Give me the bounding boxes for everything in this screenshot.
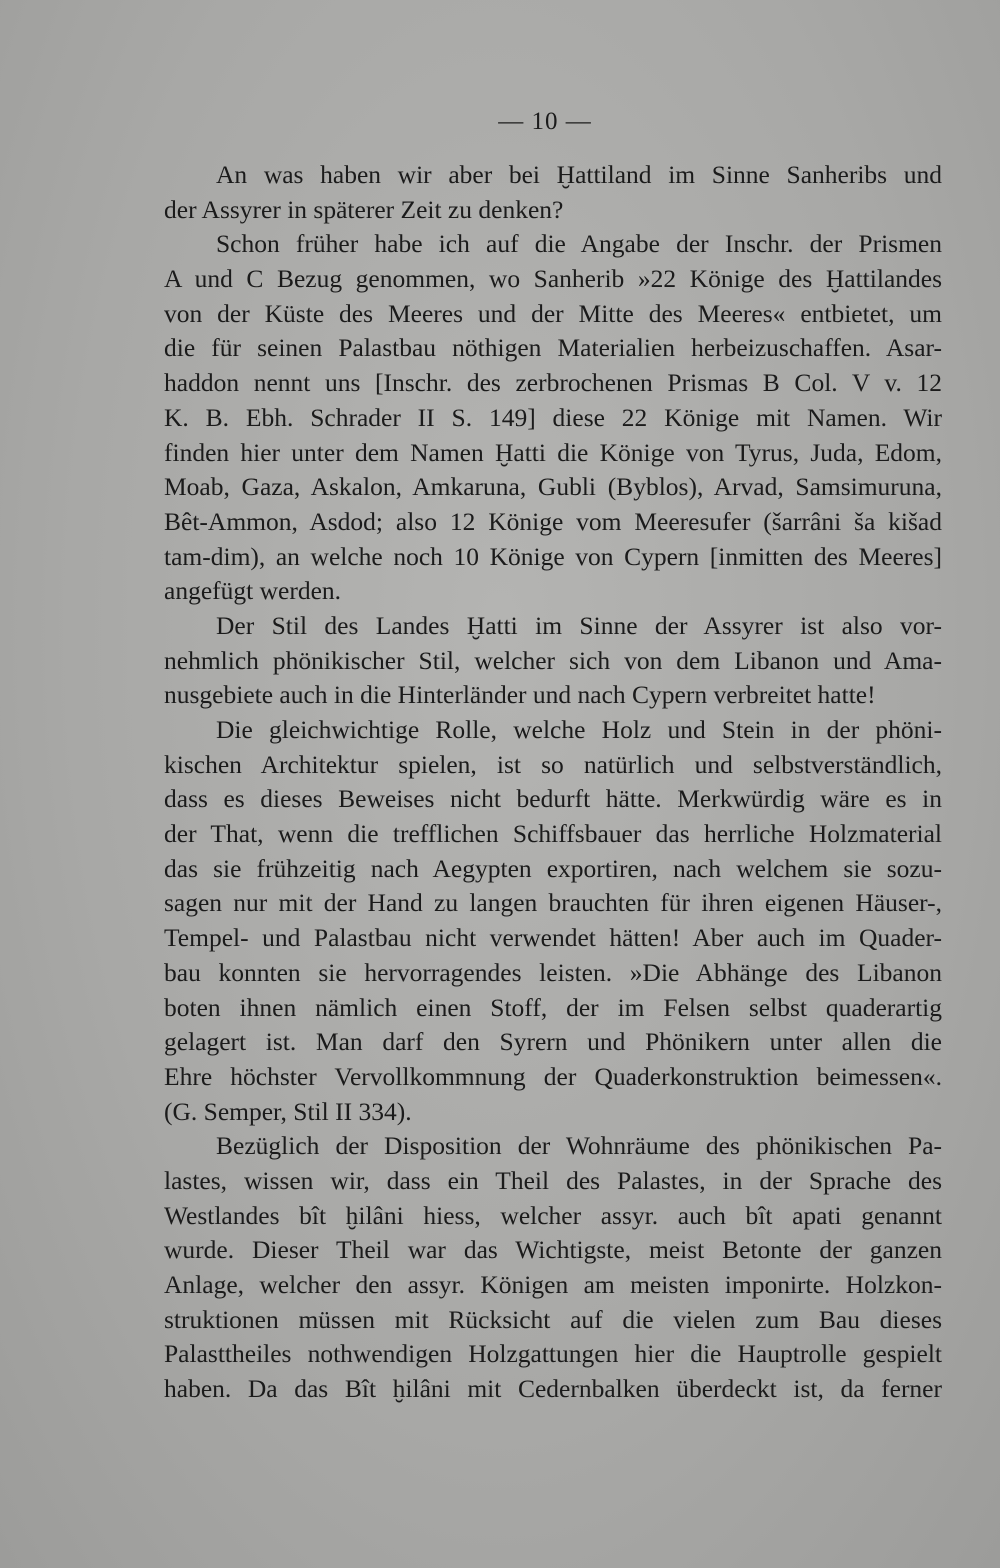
text-line: haddon nennt uns [Inschr. des zerbrochenen Prismas B Col. V v. 12 [164,368,942,398]
text-line: die für seinen Palastbau nöthigen Materialien herbeizuschaffen. Asar- [164,333,942,363]
text-line: von der Küste des Meeres und der Mitte des Meeres« entbietet, um [164,298,942,328]
text-line: Anlage, welcher den assyr. Königen am meisten imponirte. Holzkon- [164,1270,942,1299]
text-line: A und C Bezug genommen, wo Sanherib »22 Könige des Ḫattilandes [164,264,942,294]
text-line: boten ihnen nämlich einen Stoff, der im Felsen selbst quaderartig [164,992,942,1022]
text-line: Moab, Gaza, Askalon, Amkaruna, Gubli (Byblos), Arvad, Samsimuruna, [164,472,942,502]
text-line: Bêt-Ammon, Asdod; also 12 Könige vom Meeresufer (šarrâni ša kišad [164,506,942,536]
text-line: dass es dieses Beweises nicht bedurft hätte. Merkwürdig wäre es in [164,784,942,814]
text-line: sagen nur mit der Hand zu langen brauchten für ihren eigenen Häuser-, [164,888,942,918]
text-line: finden hier unter dem Namen Ḫatti die Könige von Tyrus, Juda, Edom, [164,437,942,467]
text-line: haben. Da das Bît ḫilâni mit Cedernbalken überdeckt ist, da ferner [164,1374,942,1404]
text-line: das sie frühzeitig nach Aegypten exportiren, nach welchem sie sozu- [164,853,942,883]
text-line: Tempel- und Palastbau nicht verwendet hätten! Aber auch im Quader- [164,923,942,953]
text-line: kischen Architektur spielen, ist so natürlich und selbstverständlich, [164,749,942,779]
text-line: An was haben wir aber bei Ḫattiland im Sinne Sanheribs und [216,160,942,189]
text-line: Palasttheiles nothwendigen Holzgattungen hier die Hauptrolle gespielt [164,1339,942,1369]
text-line: angefügt werden. [164,576,342,606]
page-number: — 10 — [498,108,592,135]
text-line: Westlandes bît ḫilâni hiess, welcher assyr. auch bît apati genannt [164,1200,942,1230]
text-line: tam-dim), an welche noch 10 Könige von Cypern [inmitten des Meeres] [164,541,942,571]
text-line: gelagert ist. Man darf den Syrern und Phönikern unter allen die [164,1027,942,1057]
text-line: struktionen müssen mit Rücksicht auf die vielen zum Bau dieses [164,1304,942,1334]
text-line: nehmlich phönikischer Stil, welcher sich von dem Libanon und Ama- [164,645,942,675]
text-line: Der Stil des Landes Ḫatti im Sinne der Assyrer ist also vor- [216,610,942,640]
text-line: Ehre höchster Vervollkommnung der Quaderkonstruktion beimessen«. [164,1061,942,1091]
text-line: wurde. Dieser Theil war das Wichtigste, meist Betonte der ganzen [164,1235,942,1265]
text-line: lastes, wissen wir, dass ein Theil des Palastes, in der Sprache des [164,1165,942,1195]
text-line: der Assyrer in späterer Zeit zu denken? [164,194,564,224]
text-line: nusgebiete auch in die Hinterländer und nach Cypern verbreitet hatte! [164,680,876,710]
text-line: Die gleichwichtige Rolle, welche Holz und Stein in der phöni- [216,715,942,744]
text-line: (G. Semper, Stil II 334). [164,1096,412,1126]
text-line: bau konnten sie hervorragendes leisten. »Die Abhänge des Libanon [164,957,942,987]
body-text [164,158,942,1407]
text-line: Bezüglich der Disposition der Wohnräume des phönikischen Pa- [216,1131,942,1161]
text-line: der That, wenn die trefflichen Schiffsbauer das herrliche Holzmaterial [164,819,942,849]
text-line: K. B. Ebh. Schrader II S. 149] diese 22 Könige mit Namen. Wir [164,402,942,432]
text-line: Schon früher habe ich auf die Angabe der Inschr. der Prismen [216,229,942,259]
